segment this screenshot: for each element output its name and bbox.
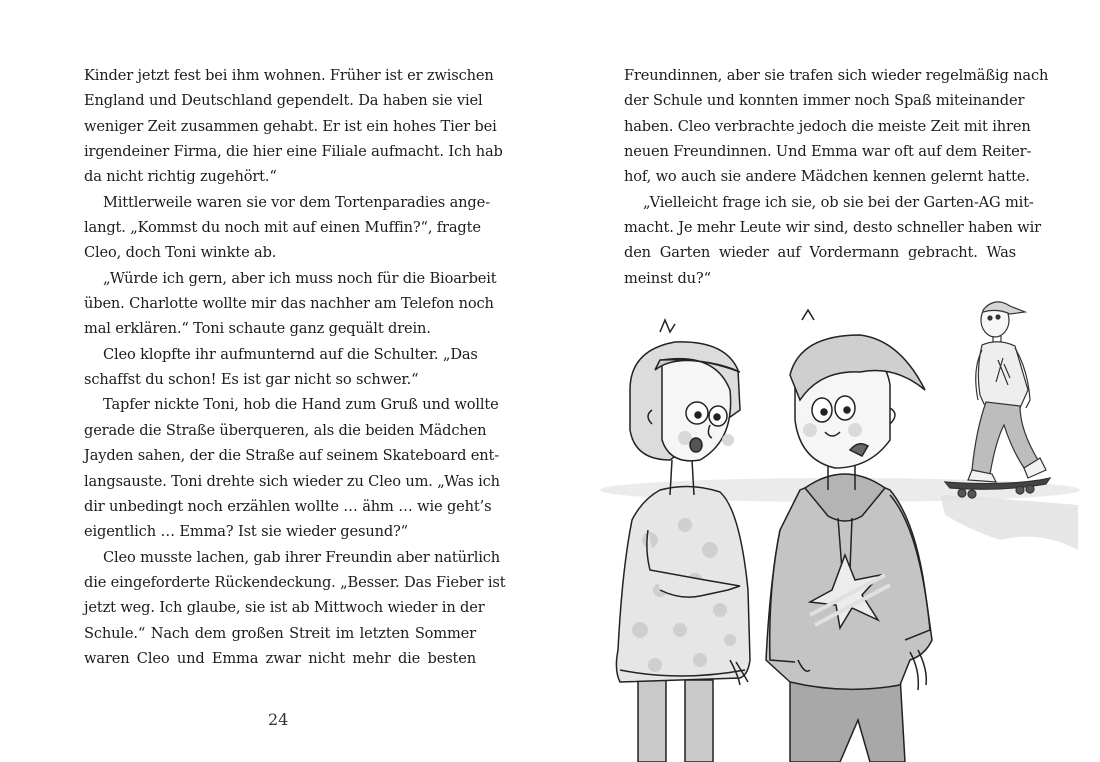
- text-line: Mittlerweile waren sie vor dem Tortenparadies ange-: [103, 193, 490, 211]
- text-line: Cleo, doch Toni winkte ab.: [84, 244, 277, 262]
- text-line: meinst du?“: [624, 269, 711, 287]
- text-line: haben. Cleo verbrachte jedoch die meiste Zeit mit ihren: [624, 117, 1031, 135]
- text-line: Schule.“ Nach dem großen Streit im letzten Sommer: [84, 624, 476, 642]
- text-line: langsauste. Toni drehte sich wieder zu Cleo um. „Was ich: [84, 472, 500, 490]
- text-line: langt. „Kommst du noch mit auf einen Muffin?“, fragte: [84, 219, 481, 237]
- text-line: Kinder jetzt fest bei ihm wohnen. Früher ist er zwischen: [84, 67, 494, 84]
- text-line: hof, wo auch sie andere Mädchen kennen gelernt hatte.: [624, 168, 1030, 186]
- text-line: gerade die Straße überqueren, als die beiden Mädchen: [84, 421, 487, 439]
- text-line: neuen Freundinnen. Und Emma war oft auf dem Reiter-: [624, 143, 1032, 161]
- text-line: der Schule und konnten immer noch Spaß miteinander: [624, 92, 1025, 110]
- text-line: Freundinnen, aber sie trafen sich wieder regelmäßig nach: [624, 67, 1049, 84]
- text-line: schaffst du schon! Es ist gar nicht so schwer.“: [84, 371, 419, 389]
- text-line: England und Deutschland gependelt. Da haben sie viel: [84, 92, 483, 110]
- text-line: eigentlich … Emma? Ist sie wieder gesund?“: [84, 523, 408, 541]
- text-line: Cleo klopfte ihr aufmunternd auf die Schulter. „Das: [103, 345, 478, 363]
- text-line: macht. Je mehr Leute wir sind, desto schneller haben wir: [624, 219, 1041, 237]
- story-illustration: [600, 290, 1080, 762]
- text-line: Jayden sahen, der die Straße auf seinem Skateboard ent-: [84, 447, 500, 465]
- left-page-text: [84, 63, 506, 671]
- text-line: dir unbedingt noch erzählen wollte … ähm … wie geht’s: [84, 497, 492, 515]
- text-line: üben. Charlotte wollte mir das nachher am Telefon noch: [84, 295, 494, 313]
- text-line: den Garten wieder auf Vordermann gebracht. Was: [624, 244, 1016, 262]
- text-line: Cleo musste lachen, gab ihrer Freundin aber natürlich: [103, 548, 500, 566]
- text-line: waren Cleo und Emma zwar nicht mehr die besten: [84, 649, 476, 667]
- boy-figure: [766, 310, 932, 762]
- page-number: 24: [268, 710, 289, 729]
- text-line: jetzt weg. Ich glaube, sie ist ab Mittwoch wieder in der: [84, 599, 485, 617]
- text-line: weniger Zeit zusammen gehabt. Er ist ein hohes Tier bei: [84, 117, 497, 135]
- text-line: da nicht richtig zugehört.“: [84, 168, 277, 186]
- text-line: „Vielleicht frage ich sie, ob sie bei der Garten-AG mit-: [643, 193, 1034, 211]
- skateboarder-figure: [945, 302, 1050, 498]
- text-line: die eingeforderte Rückendeckung. „Besser. Das Fieber ist: [84, 573, 506, 591]
- right-page-text: [624, 63, 1049, 291]
- children-skateboard-illustration: [600, 290, 1080, 762]
- text-line: mal erklären.“ Toni schaute ganz gequält drein.: [84, 320, 431, 338]
- text-line: „Würde ich gern, aber ich muss noch für die Bioarbeit: [103, 269, 497, 287]
- girl-figure: [616, 320, 750, 762]
- text-line: Tapfer nickte Toni, hob die Hand zum Gruß und wollte: [103, 396, 499, 414]
- text-line: irgendeiner Firma, die hier eine Filiale aufmacht. Ich hab: [84, 143, 503, 161]
